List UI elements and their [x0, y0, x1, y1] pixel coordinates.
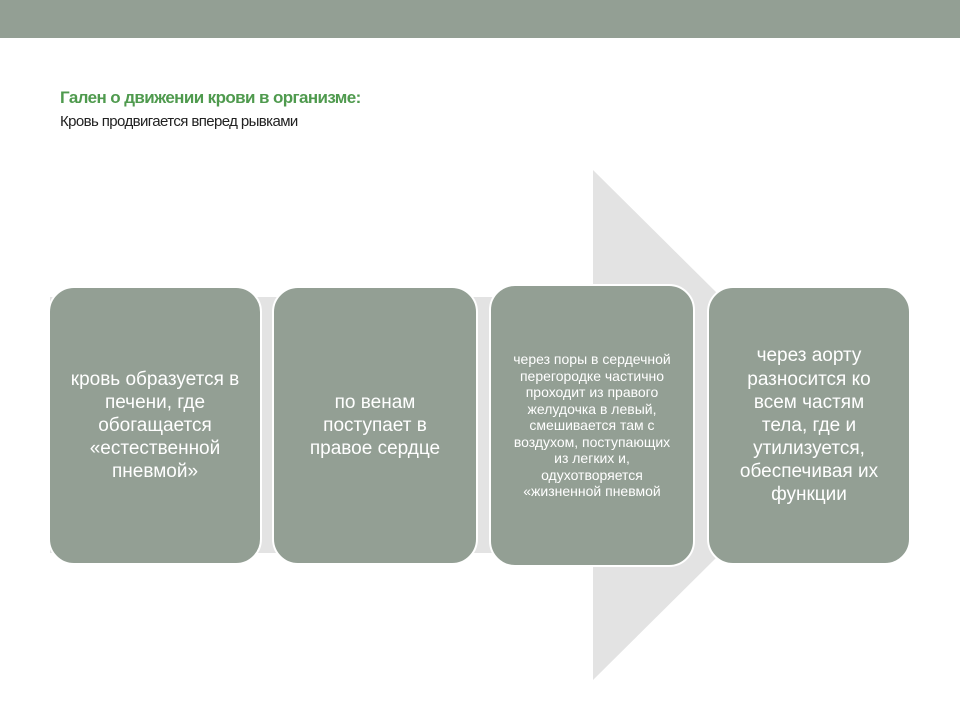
step-box-4 — [707, 286, 911, 565]
step-box-1 — [48, 286, 262, 565]
step-text-1: кровь образуется в печени, где обогащается «естественной пневмой» — [70, 368, 240, 483]
step-text-3: через поры в сердечной перегородке частично проходит из правого желудочка в левый, смешивается там с воздухом, поступающих из легких и, одухотворяется «жизненной пневмой — [513, 351, 671, 500]
slide-title: Гален о движении крови в организме: — [60, 88, 361, 107]
step-text-4: через аорту разносится ко всем частям тела, где и утилизуется, обеспечивая их функции — [739, 345, 879, 506]
slide-subtitle: Кровь продвигается вперед рывками — [60, 113, 298, 130]
step-text-2: по венам поступает в правое сердце — [309, 391, 441, 460]
step-box-2 — [272, 286, 478, 565]
step-box-3 — [489, 284, 695, 567]
